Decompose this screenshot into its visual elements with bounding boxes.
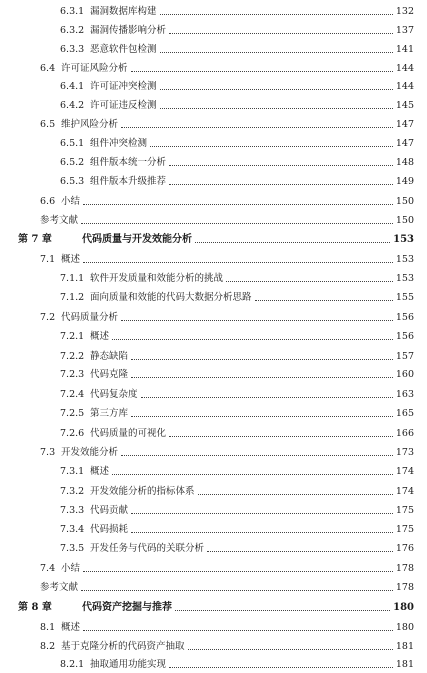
section-number: 6.5.1 [60, 138, 85, 149]
toc-entry[interactable] [0, 61, 427, 77]
toc-entry[interactable] [0, 290, 427, 306]
page-number: 174 [395, 466, 414, 477]
section-number: 7.3.4 [60, 524, 85, 535]
page-number: 163 [395, 389, 414, 400]
dot-leader [83, 204, 393, 205]
page-number: 180 [393, 602, 414, 613]
section-title: 代码克隆 [90, 369, 129, 380]
page-number: 155 [395, 292, 414, 303]
section-title: 基于克隆分析的代码资产抽取 [61, 641, 185, 652]
dot-leader [198, 494, 393, 495]
section-number: 7.2 [40, 312, 56, 323]
dot-leader [169, 667, 393, 668]
section-number: 6.6 [40, 196, 56, 207]
page-number: 175 [395, 505, 414, 516]
dot-leader [160, 89, 393, 90]
section-number: 7.2.3 [60, 369, 85, 380]
section-number: 第 7 章 [18, 234, 52, 245]
toc-entry[interactable] [0, 329, 427, 345]
toc-entry[interactable] [0, 445, 427, 461]
page-number: 147 [395, 138, 414, 149]
dot-leader [131, 513, 393, 514]
toc-entry[interactable] [0, 561, 427, 577]
section-title: 概述 [90, 331, 110, 342]
page-number: 156 [395, 312, 414, 323]
page-number: 153 [393, 234, 414, 245]
page-number: 178 [395, 582, 414, 593]
dot-leader [131, 377, 393, 378]
section-number: 7.1.2 [60, 292, 85, 303]
toc-entry[interactable] [0, 367, 427, 383]
section-title: 小结 [61, 196, 81, 207]
page-number: 178 [395, 563, 414, 574]
toc-entry[interactable] [0, 406, 427, 422]
toc-entry[interactable] [0, 580, 427, 596]
dot-leader [131, 71, 393, 72]
page-number: 181 [395, 659, 414, 670]
dot-leader [81, 590, 393, 591]
page-number: 144 [395, 81, 414, 92]
section-number: 7.2.1 [60, 331, 85, 342]
toc-chapter-entry[interactable] [0, 600, 427, 616]
section-number: 7.3.3 [60, 505, 85, 516]
toc-entry[interactable] [0, 136, 427, 152]
section-number: 第 8 章 [18, 602, 52, 613]
page-number: 144 [395, 63, 414, 74]
section-number: 7.3.1 [60, 466, 85, 477]
section-number: 8.2 [40, 641, 56, 652]
page-number: 132 [395, 6, 414, 17]
section-title: 漏洞传播影响分析 [90, 25, 167, 36]
section-title: 恶意软件包检测 [90, 44, 157, 55]
toc-entry[interactable] [0, 426, 427, 442]
page-number: 153 [395, 273, 414, 284]
dot-leader [83, 262, 393, 263]
dot-leader [131, 359, 393, 360]
section-number: 6.5.2 [60, 157, 85, 168]
section-title: 面向质量和效能的代码大数据分析思路 [90, 292, 252, 303]
dot-leader [160, 14, 393, 15]
toc-entry[interactable] [0, 194, 427, 210]
page-number: 160 [395, 369, 414, 380]
dot-leader [83, 630, 393, 631]
toc-entry[interactable] [0, 639, 427, 655]
page-number: 150 [395, 196, 414, 207]
dot-leader [226, 281, 393, 282]
section-number: 7.2.4 [60, 389, 85, 400]
toc-entry[interactable] [0, 620, 427, 636]
section-title: 概述 [61, 622, 81, 633]
page-number: 175 [395, 524, 414, 535]
section-title: 许可证风险分析 [61, 63, 128, 74]
dot-leader [141, 397, 393, 398]
page-number: 166 [395, 428, 414, 439]
page-number: 141 [395, 44, 414, 55]
section-title: 许可证冲突检测 [90, 81, 157, 92]
toc-entry[interactable] [0, 503, 427, 519]
dot-leader [131, 532, 393, 533]
section-title: 组件版本统一分析 [90, 157, 167, 168]
page-number: 145 [395, 100, 414, 111]
page-number: 176 [395, 543, 414, 554]
section-number: 7.1.1 [60, 273, 85, 284]
section-number: 7.1 [40, 254, 56, 265]
section-number: 6.3.2 [60, 25, 85, 36]
dot-leader [83, 571, 393, 572]
dot-leader [121, 455, 393, 456]
toc-chapter-entry[interactable] [0, 232, 427, 248]
page-number: 157 [395, 351, 414, 362]
section-number: 6.3.3 [60, 44, 85, 55]
toc-entry[interactable] [0, 23, 427, 39]
section-title: 代码复杂度 [90, 389, 138, 400]
toc-entry[interactable] [0, 4, 427, 20]
dot-leader [160, 108, 393, 109]
section-number: 6.4.2 [60, 100, 85, 111]
section-title: 开发任务与代码的关联分析 [90, 543, 205, 554]
section-number: 6.3.1 [60, 6, 85, 17]
dot-leader [131, 416, 393, 417]
section-title: 开发效能分析 [61, 447, 119, 458]
section-title: 组件冲突检测 [90, 138, 148, 149]
page-number: 150 [395, 215, 414, 226]
section-title: 小结 [61, 563, 81, 574]
toc-entry[interactable] [0, 522, 427, 538]
dot-leader [207, 551, 393, 552]
section-title: 代码质量分析 [61, 312, 119, 323]
toc-entry[interactable] [0, 349, 427, 365]
dot-leader [81, 223, 393, 224]
page-number: 174 [395, 486, 414, 497]
section-number: 6.5 [40, 119, 56, 130]
dot-leader [255, 300, 393, 301]
page-number: 156 [395, 331, 414, 342]
section-number: 7.2.6 [60, 428, 85, 439]
page-number: 181 [395, 641, 414, 652]
section-title: 抽取通用功能实现 [90, 659, 167, 670]
section-title: 参考文献 [40, 582, 79, 593]
section-number: 8.1 [40, 622, 56, 633]
toc-entry[interactable] [0, 252, 427, 268]
toc-entry[interactable] [0, 541, 427, 557]
dot-leader [112, 474, 393, 475]
toc-entry[interactable] [0, 98, 427, 114]
section-number: 8.2.1 [60, 659, 85, 670]
section-title: 参考文献 [40, 215, 79, 226]
dot-leader [195, 242, 390, 243]
toc-entry[interactable] [0, 387, 427, 403]
dot-leader [188, 649, 393, 650]
section-title: 代码资产挖掘与推荐 [82, 602, 172, 613]
section-number: 7.2.5 [60, 408, 85, 419]
section-number: 6.5.3 [60, 176, 85, 187]
section-number: 7.3 [40, 447, 56, 458]
toc-entry[interactable] [0, 484, 427, 500]
section-title: 漏洞数据库构建 [90, 6, 157, 17]
toc-entry[interactable] [0, 271, 427, 287]
section-number: 7.4 [40, 563, 56, 574]
dot-leader [121, 320, 393, 321]
toc-entry[interactable] [0, 657, 427, 673]
dot-leader [160, 52, 393, 53]
page-number: 165 [395, 408, 414, 419]
page-number: 173 [395, 447, 414, 458]
page-number: 147 [395, 119, 414, 130]
toc-entry[interactable] [0, 174, 427, 190]
section-title: 维护风险分析 [61, 119, 119, 130]
toc-entry[interactable] [0, 464, 427, 480]
page-number: 149 [395, 176, 414, 187]
section-number: 7.2.2 [60, 351, 85, 362]
section-title: 代码损耗 [90, 524, 129, 535]
section-title: 第三方库 [90, 408, 129, 419]
dot-leader [169, 184, 393, 185]
section-title: 代码质量与开发效能分析 [82, 234, 192, 245]
dot-leader [121, 127, 393, 128]
section-title: 概述 [61, 254, 81, 265]
dot-leader [169, 33, 393, 34]
toc-entry[interactable] [0, 117, 427, 133]
section-title: 静态缺陷 [90, 351, 129, 362]
toc-entry[interactable] [0, 310, 427, 326]
page-number: 153 [395, 254, 414, 265]
page-number: 137 [395, 25, 414, 36]
dot-leader [169, 436, 393, 437]
section-title: 许可证违反检测 [90, 100, 157, 111]
dot-leader [150, 146, 393, 147]
page-number: 180 [395, 622, 414, 633]
section-title: 组件版本升级推荐 [90, 176, 167, 187]
dot-leader [112, 339, 393, 340]
dot-leader [175, 610, 390, 611]
toc-entry[interactable] [0, 155, 427, 171]
page-number: 148 [395, 157, 414, 168]
toc-entry[interactable] [0, 213, 427, 229]
section-title: 概述 [90, 466, 110, 477]
section-number: 6.4 [40, 63, 56, 74]
section-title: 代码贡献 [90, 505, 129, 516]
section-number: 6.4.1 [60, 81, 85, 92]
toc-entry[interactable] [0, 79, 427, 95]
section-number: 7.3.2 [60, 486, 85, 497]
section-title: 代码质量的可视化 [90, 428, 167, 439]
dot-leader [169, 165, 393, 166]
section-number: 7.3.5 [60, 543, 85, 554]
section-title: 开发效能分析的指标体系 [90, 486, 195, 497]
toc-entry[interactable] [0, 42, 427, 58]
section-title: 软件开发质量和效能分析的挑战 [90, 273, 224, 284]
